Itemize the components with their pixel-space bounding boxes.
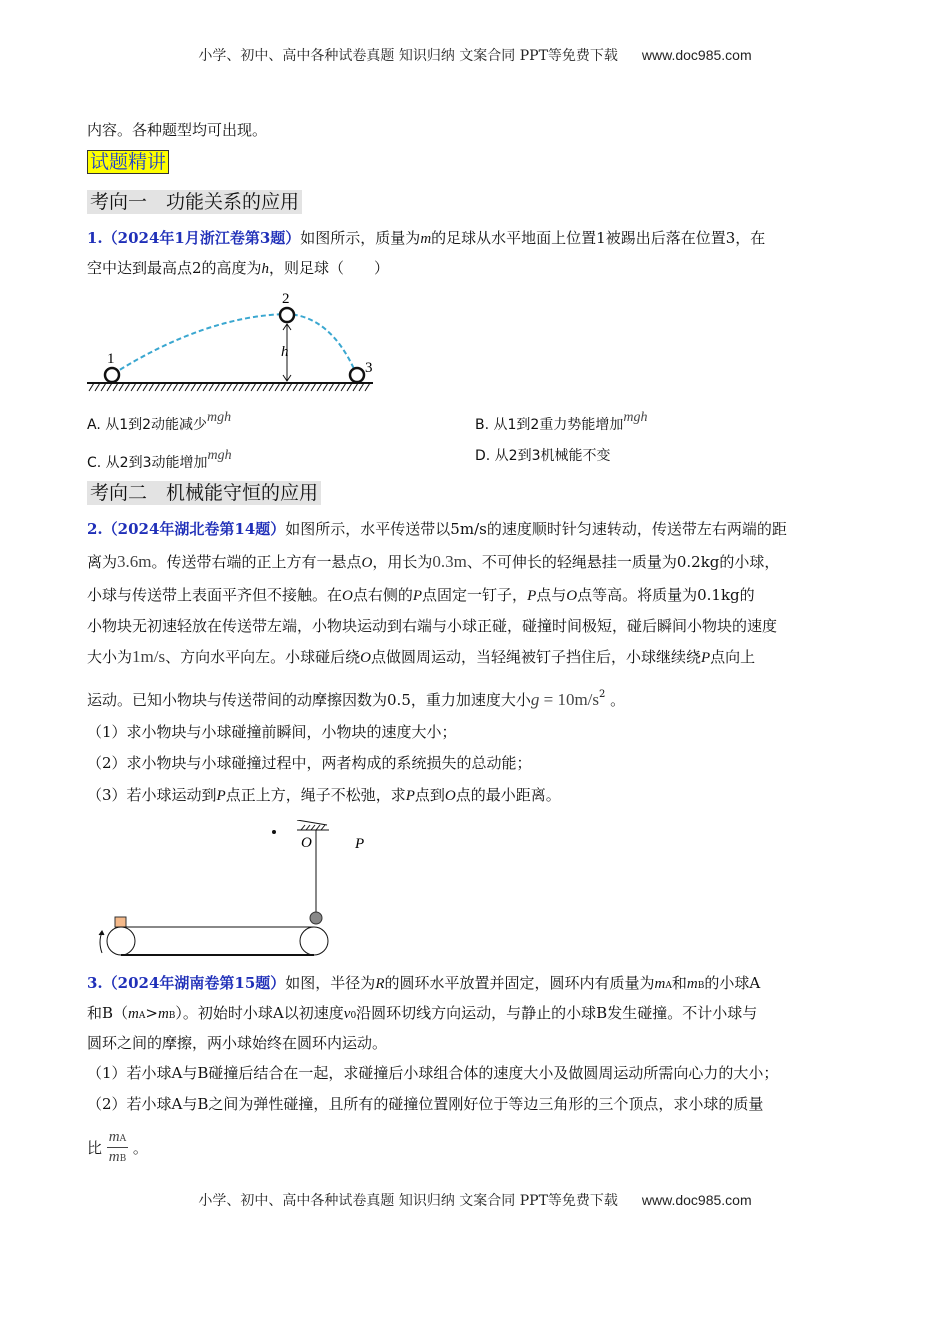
option-a[interactable]: A. 从1到2动能减少mgh (87, 410, 232, 433)
small-ball (310, 912, 322, 924)
text-segment: 点与 (536, 586, 567, 604)
text-segment: m (157, 1006, 169, 1022)
footer-url[interactable]: www.doc985.com (641, 1192, 752, 1208)
q2-line (87, 552, 779, 573)
text-segment: （1）若小球A与B碰撞后结合在一起，求碰撞后小球组合体的速度大小及做圆周运动所需向心力的大小； (87, 1064, 779, 1082)
text-segment: 和B（ (87, 1004, 129, 1022)
text-segment: R (375, 976, 385, 992)
header-text: 小学、初中、高中各种试卷真题 知识归纳 文案合同 PPT等免费下载 (198, 48, 618, 64)
text-segment: 点的最小距离。 (455, 786, 561, 804)
text-segment: B (168, 1011, 176, 1021)
text-segment: P (216, 788, 226, 804)
text-segment: 点到 (414, 786, 445, 804)
projectile-figure (85, 286, 385, 396)
text-segment: 。 (605, 691, 626, 709)
text-segment: h (261, 261, 270, 277)
text-segment: 的小球A (704, 974, 761, 992)
text-segment: 小球与传送带上表面平齐但不接触。在 (87, 586, 343, 604)
q2-line (87, 616, 777, 636)
q2-line (87, 685, 625, 710)
text-segment: m (686, 976, 698, 992)
text-segment: 0.3m (432, 552, 467, 571)
label-h: h (281, 344, 289, 360)
text-segment: 和 (671, 974, 687, 992)
text-segment: O (444, 788, 456, 804)
q3-line (87, 1033, 387, 1053)
text-segment: 。传送带右端的正上方有一悬点 (151, 553, 362, 571)
text-segment: ，则足球（ ） (269, 259, 390, 277)
text-segment: 、不可伸长的轻绳悬挂一质量为0.2kg的小球， (466, 553, 780, 571)
text-segment: = 10m/s (539, 690, 600, 709)
text-segment: > (145, 1004, 158, 1022)
q2-subquestion (87, 722, 457, 742)
header-url[interactable]: www.doc985.com (641, 47, 752, 63)
text-segment: 如图，半径为 (285, 974, 376, 992)
conveyor-figure (85, 820, 385, 965)
label-3: 3 (365, 360, 373, 376)
text-segment: m (654, 976, 666, 992)
label-o: O (301, 835, 312, 851)
trajectory-path (113, 314, 355, 374)
text-segment: 点右侧的 (352, 586, 413, 604)
text-segment: B (697, 981, 705, 991)
text-segment: 2 (599, 689, 606, 700)
text-segment: 2.（2024年湖北卷第14题） (87, 520, 286, 538)
text-segment: 圆环之间的摩擦，两小球始终在圆环内运动。 (87, 1034, 388, 1052)
text-segment: O (360, 650, 371, 666)
text-segment: 点做圆周运动，当轻绳被钉子挡住后，小球继续绕 (370, 648, 701, 666)
text-segment: 小物块无初速轻放在传送带左端，小物块运动到右端与小球正碰，碰撞时间极短，碰后瞬间小物块的速度 (87, 617, 778, 635)
option-c[interactable]: C. 从2到3动能增加mgh (87, 448, 232, 471)
text-segment: v (343, 1006, 351, 1022)
label-2: 2 (282, 291, 290, 307)
ball-1 (105, 368, 119, 382)
text-segment: 0 (350, 1011, 357, 1021)
nail-point (272, 830, 276, 834)
ground-hatch (89, 383, 370, 391)
q2-subquestion (87, 785, 561, 806)
left-pulley (107, 927, 135, 955)
intro-text: 内容。各种题型均可出现。 (87, 121, 268, 139)
q3-subquestion (87, 1063, 778, 1083)
text-segment: 大小为 (87, 648, 133, 666)
q1-line (87, 228, 765, 249)
section-heading-1: 考向一 功能关系的应用 (87, 190, 302, 214)
ceiling-hatch (301, 825, 325, 830)
option-d[interactable]: D. 从2到3机械能不变 (475, 448, 611, 464)
text-segment: 点固定一钉子， (422, 586, 528, 604)
text-segment: 3.6m (117, 552, 152, 571)
text-segment: A (138, 1011, 146, 1021)
q3-line (87, 973, 760, 996)
label-p: P (355, 836, 365, 852)
text-segment: 点等高。将质量为0.1kg的 (577, 586, 755, 604)
text-segment: O (342, 588, 353, 604)
text-segment: 点正上方，绳子不松弛，求 (225, 786, 406, 804)
page-header (0, 45, 950, 66)
label-1: 1 (107, 351, 115, 367)
text-segment: （1）求小物块与小球碰撞前瞬间，小物块的速度大小； (87, 723, 457, 741)
block (115, 917, 126, 927)
q2-subquestion (87, 753, 532, 773)
page-footer (0, 1190, 950, 1211)
ball-2 (280, 308, 294, 322)
text-segment: O (361, 555, 373, 571)
text-segment: （3）若小球运动到 (87, 786, 217, 804)
text-segment: ，用长为 (372, 553, 433, 571)
text-segment: P (405, 788, 415, 804)
text-segment: 1m/s (132, 647, 166, 666)
option-b[interactable]: B. 从1到2重力势能增加mgh (475, 410, 648, 433)
text-segment: A (665, 981, 672, 991)
text-segment: g (530, 690, 540, 709)
text-segment: 沿圆环切线方向运动，与静止的小球B发生碰撞。不计小球与 (356, 1004, 758, 1022)
text-segment: 空中达到最高点2的高度为 (87, 259, 262, 277)
text-segment: 3.（2024年湖南卷第15题） (87, 974, 286, 992)
text-segment: P (700, 650, 711, 666)
text-segment: P (527, 588, 537, 604)
text-segment: 如图所示，水平传送带以5m/s的速度顺时针匀速转动，传送带左右两端的距 (285, 520, 787, 538)
text-segment: 的圆环水平放置并固定，圆环内有质量为 (384, 974, 655, 992)
q3-subquestion (87, 1094, 763, 1114)
text-segment: 、方向水平向左。小球碰后绕 (165, 648, 361, 666)
text-segment: 点向上 (710, 648, 756, 666)
text-segment: ）。初始时小球A以初速度 (175, 1004, 344, 1022)
ball-3 (350, 368, 364, 382)
q1-line (87, 258, 389, 279)
q2-line (87, 647, 755, 668)
q2-line (87, 585, 755, 606)
text-segment: 的足球从水平地面上位置1被踢出后落在位置3，在 (431, 229, 766, 247)
text-segment: 如图所示，质量为 (300, 229, 421, 247)
text-segment: 离为 (87, 553, 118, 571)
section-tag: 试题精讲 (87, 150, 169, 174)
text-segment: （2）若小球A与B之间为弹性碰撞，且所有的碰撞位置刚好位于等边三角形的三个顶点，求小球的质量 (87, 1095, 764, 1113)
text-segment: 运动。已知小物块与传送带间的动摩擦因数为0.5，重力加速度大小 (87, 691, 531, 709)
mass-ratio: 比 $\frac{mA}{mB}$ 。 (87, 1129, 148, 1165)
rotation-arrow (100, 932, 102, 953)
right-pulley (300, 927, 328, 955)
text-segment: m (420, 231, 432, 247)
q2-line (87, 519, 787, 539)
text-segment: P (412, 588, 423, 604)
text-segment: 1.（2024年1月浙江卷第3题） (87, 229, 301, 247)
text-segment: O (566, 588, 578, 604)
q3-line (87, 1003, 757, 1026)
section-heading-2: 考向二 机械能守恒的应用 (87, 481, 321, 505)
text-segment: m (128, 1006, 139, 1022)
footer-text: 小学、初中、高中各种试卷真题 知识归纳 文案合同 PPT等免费下载 (198, 1193, 618, 1209)
text-segment: （2）求小物块与小球碰撞过程中，两者构成的系统损失的总动能； (87, 754, 532, 772)
